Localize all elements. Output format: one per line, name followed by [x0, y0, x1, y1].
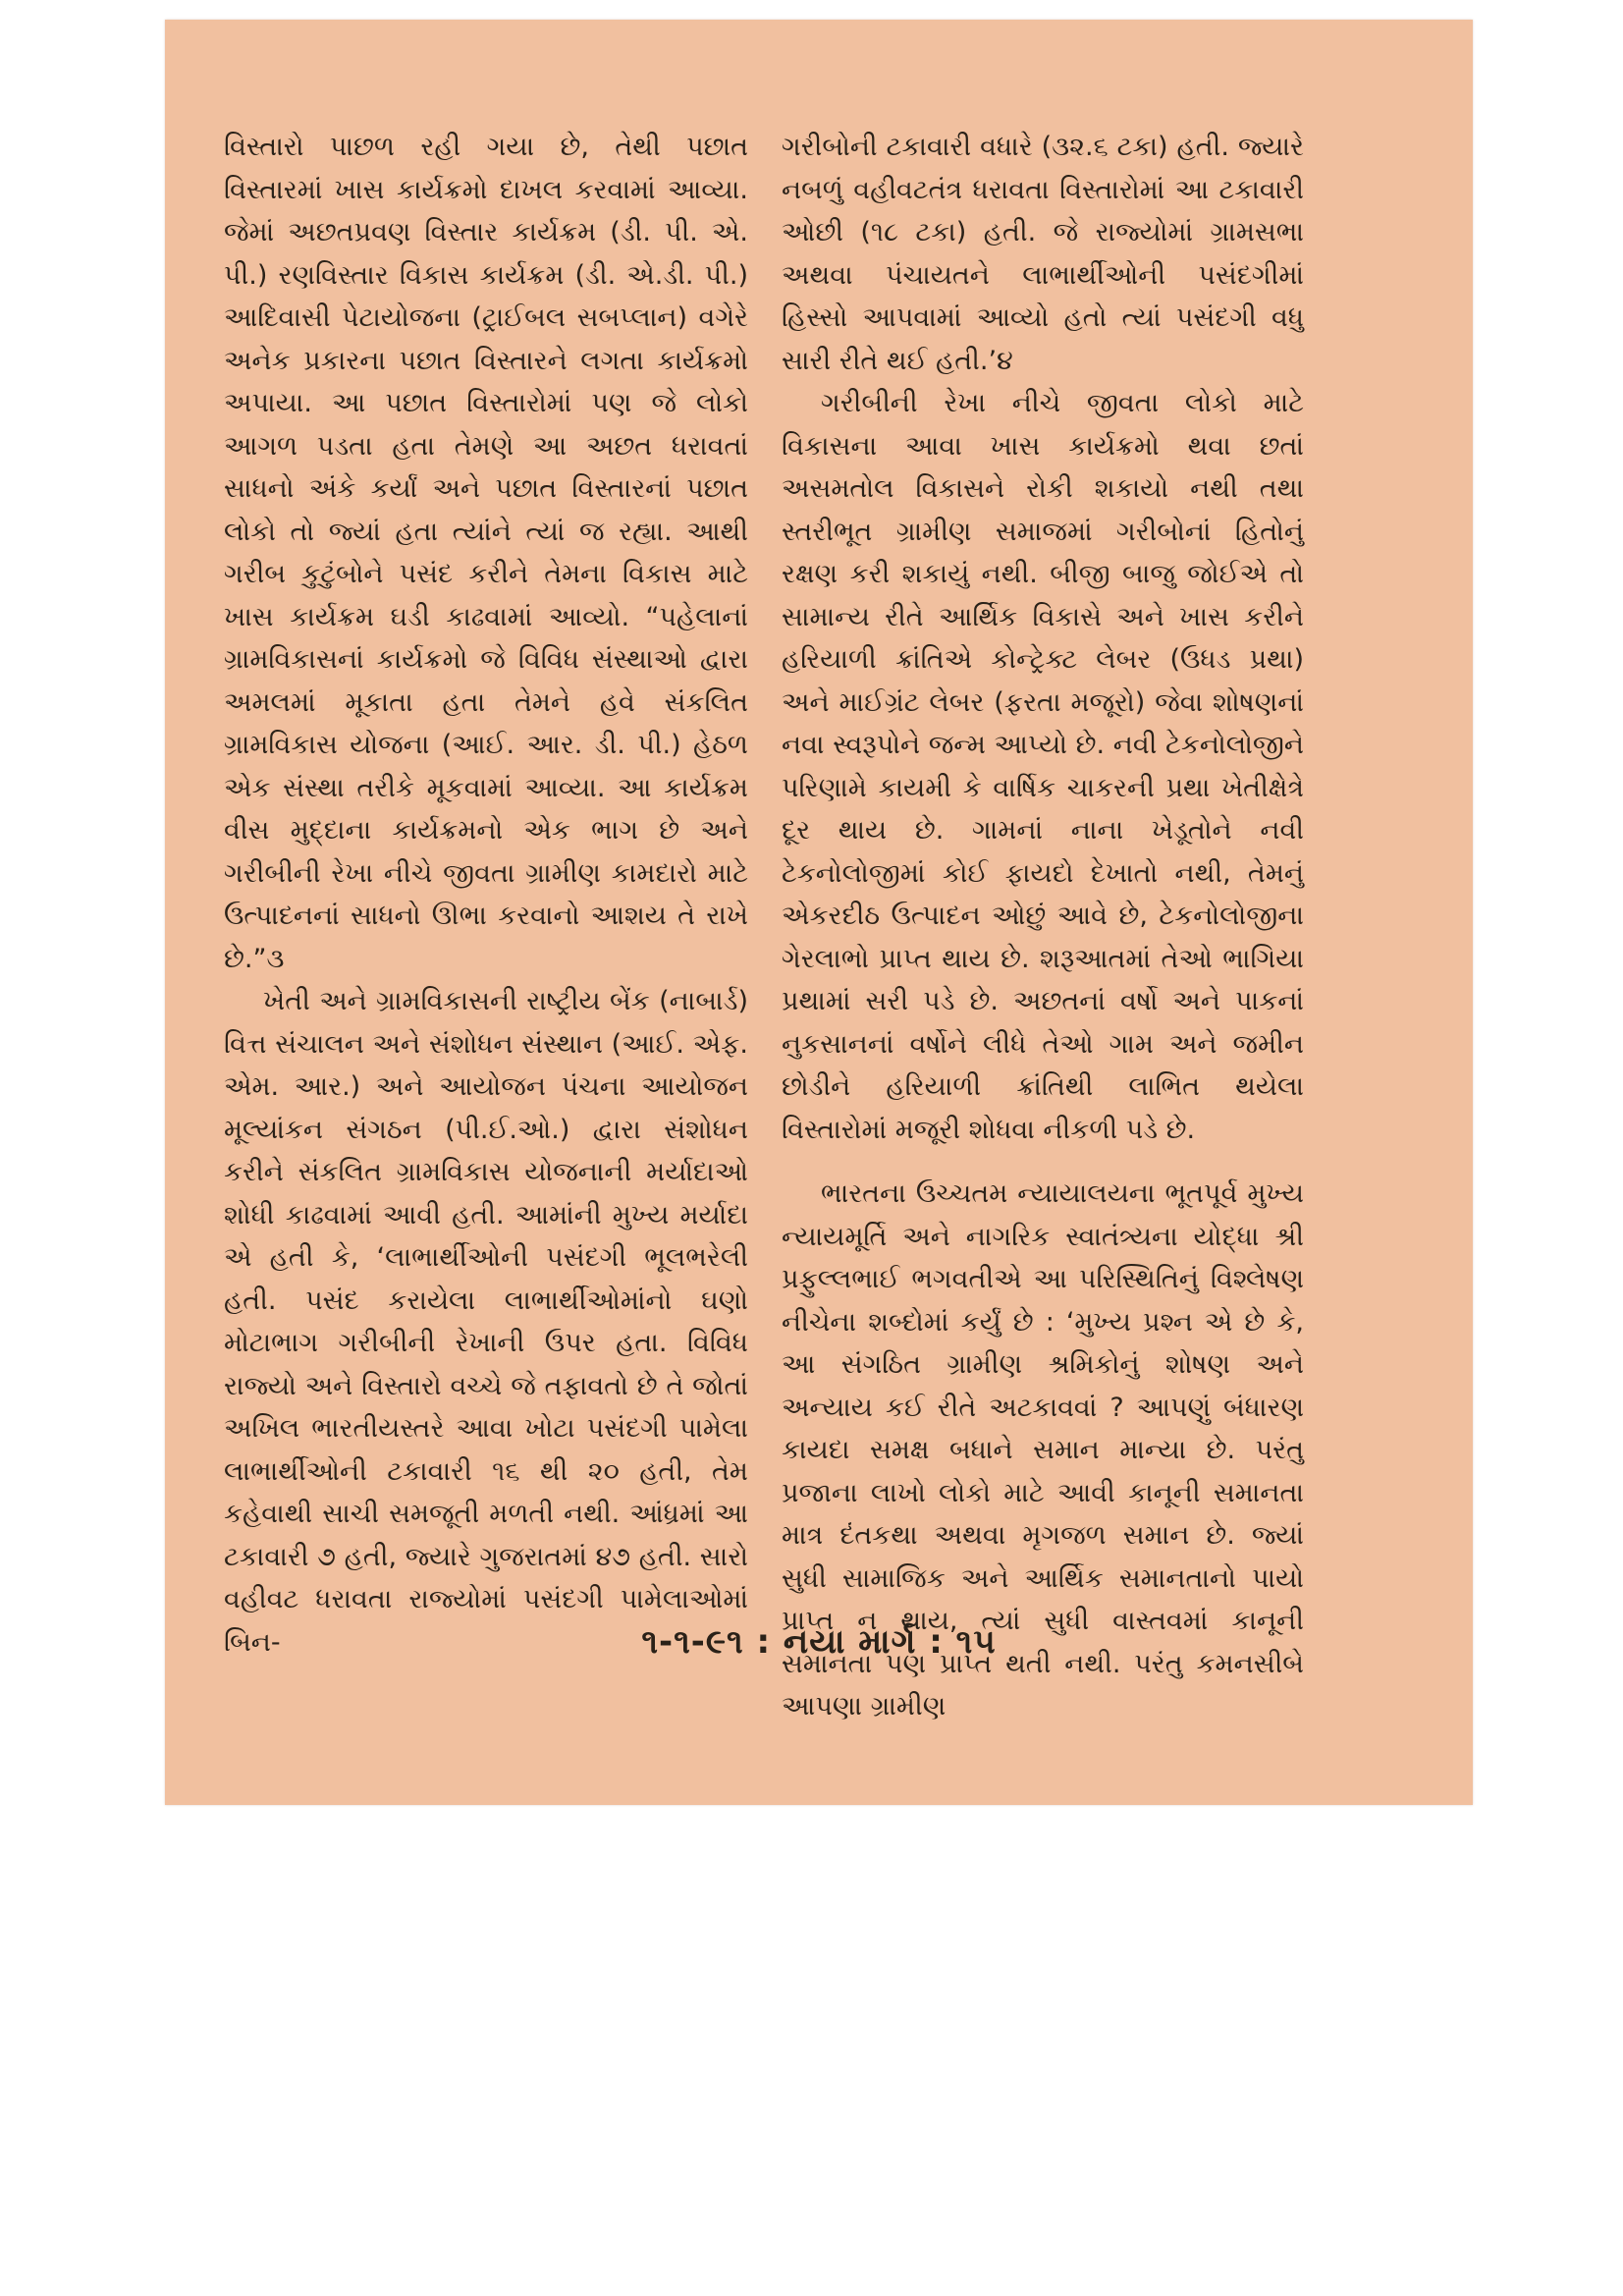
paragraph: ભારતના ઉચ્ચતમ ન્યાયાલયના ભૂતપૂર્વ મુખ્ય ન્યાયમૂર્તિ અને નાગરિક સ્વાતંત્ર્યના યોદ્ધા શ્રી પ્રફુલ્લભાઈ ભગવતીએ આ પરિસ્થિતિનું વિશ્લેષણ નીચેના શબ્દોમાં કર્યું છે : ‘મુખ્ય પ્રશ્ન એ છે કે, આ સંગઠિત ગ્રામીણ શ્રમિકોનું શોષણ અને અન્યાય કઈ રીતે અટકાવવાં ? આપણું બંધારણ કાયદા સમક્ષ બધાને સમાન માન્યા છે. પરંતુ પ્રજાના લાખો લોકો માટે આવી કાનૂની સમાનતા માત્ર દંતકથા અથવા મૃગજળ સમાન છે. જ્યાં સુધી સામાજિક અને આર્થિક સમાનતાનો પાયો પ્રાપ્ત ન થાય, ત્યાં સુધી વાસ્તવમાં કાનૂની સમાનતા પણ પ્રાપ્ત થતી નથી. પરંતુ કમનસીબે આપણા ગ્રામીણ: [782, 1178, 1304, 1722]
paragraph: ગરીબોની ટકાવારી વધારે (૩૨.૬ ટકા) હતી. જ્યારે નબળું વહીવટતંત્ર ધરાવતા વિસ્તારોમાં આ ટકાવારી ઓછી (૧૮ ટકા) હતી. જે રાજ્યોમાં ગ્રામસભા અથવા પંચાયતને લાભાર્થીઓની પસંદગીમાં હિસ્સો આપવામાં આવ્યો હતો ત્યાં પસંદગી વધુ સારી રીતે થઈ હતી.’૪: [782, 132, 1304, 376]
paragraph: વિસ્તારો પાછળ રહી ગયા છે, તેથી પછાત વિસ્તારમાં ખાસ કાર્યક્રમો દાખલ કરવામાં આવ્યા. જેમાં અછતપ્રવણ વિસ્તાર કાર્યક્રમ (ડી. પી. એ. પી.) રણવિસ્તાર વિકાસ કાર્યક્રમ (ડી. એ.ડી. પી.) આદિવાસી પેટાયોજના (ટ્રાઈબલ સબપ્લાન) વગેરે અનેક પ્રકારના પછાત વિસ્તારને લગતા કાર્યક્રમો અપાયા. આ પછાત વિસ્તારોમાં પણ જે લોકો આગળ પડતા હતા તેમણે આ અછત ધરાવતાં સાધનો અંકે કર્યાં અને પછાત વિસ્તારનાં પછાત લોકો તો જ્યાં હતા ત્યાંને ત્યાં જ રહ્યા. આથી ગરીબ કુટુંબોને પસંદ કરીને તેમના વિકાસ માટે ખાસ કાર્યક્રમ ઘડી કાઢવામાં આવ્યો. “પહેલાનાં ગ્રામવિકાસનાં કાર્યક્રમો જે વિવિધ સંસ્થાઓ દ્વારા અમલમાં મૂકાતા હતા તેમને હવે સંકલિત ગ્રામવિકાસ યોજના (આઈ. આર. ડી. પી.) હેઠળ એક સંસ્થા તરીકે મૂકવામાં આવ્યા. આ કાર્યક્રમ વીસ મુદ્દાના કાર્યક્રમનો એક ભાગ છે અને ગરીબીની રેખા નીચે જીવતા ગ્રામીણ કામદારો માટે ઉત્પાદનનાં સાધનો ઊભા કરવાનો આશય તે રાખે છે.”૩: [224, 132, 748, 974]
magazine-page: [165, 20, 1473, 1805]
left-column: [224, 126, 748, 1664]
right-column: [782, 126, 1304, 1728]
paragraph: ખેતી અને ગ્રામવિકાસની રાષ્ટ્રીય બેંક (નાબાર્ડ) વિત્ત સંચાલન અને સંશોધન સંસ્થાન (આઈ. એફ. એમ. આર.) અને આયોજન પંચના આયોજન મૂલ્યાંકન સંગઠન (પી.ઈ.ઓ.) દ્વારા સંશોધન કરીને સંકલિત ગ્રામવિકાસ યોજનાની મર્યાદાઓ શોધી કાઢવામાં આવી હતી. આમાંની મુખ્ય મર્યાદા એ હતી કે, ‘લાભાર્થીઓની પસંદગી ભૂલભરેલી હતી. પસંદ કરાયેલા લાભાર્થીઓમાંનો ઘણો મોટાભાગ ગરીબીની રેખાની ઉપર હતા. વિવિધ રાજ્યો અને વિસ્તારો વચ્ચે જે તફાવતો છે તે જોતાં અખિલ ભારતીયસ્તરે આવા ખોટા પસંદગી પામેલા લાભાર્થીઓની ટકાવારી ૧૬ થી ૨૦ હતી, તેમ કહેવાથી સાચી સમજૂતી મળતી નથી. આંધ્રમાં આ ટકાવારી ૭ હતી, જ્યારે ગુજરાતમાં ૪૭ હતી. સારો વહીવટ ધરાવતા રાજ્યોમાં પસંદગી પામેલાઓમાં બિન-: [224, 986, 748, 1658]
page-footer: ૧-૧-૯૧ : નયા માર્ગ : ૧૫: [641, 1622, 997, 1662]
paragraph: ગરીબીની રેખા નીચે જીવતા લોકો માટે વિકાસના આવા ખાસ કાર્યક્રમો થવા છતાં અસમતોલ વિકાસને રોકી શકાયો નથી તથા સ્તરીભૂત ગ્રામીણ સમાજમાં ગરીબોનાં હિતોનું રક્ષણ કરી શકાયું નથી. બીજી બાજુ જોઈએ તો સામાન્ય રીતે આર્થિક વિકાસે અને ખાસ કરીને હરિયાળી ક્રાંતિએ કોન્ટ્રેક્ટ લેબર (ઉધડ પ્રથા) અને માઈગ્રંટ લેબર (ફરતા મજૂરો) જેવા શોષણનાં નવા સ્વરૂપોને જન્મ આપ્યો છે. નવી ટેકનોલોજીને પરિણામે કાયમી કે વાર્ષિક ચાકરની પ્રથા ખેતીક્ષેત્રે દૂર થાય છે. ગામનાં નાના ખેડૂતોને નવી ટેકનોલોજીમાં કોઈ ફાયદો દેખાતો નથી, તેમનું એકરદીઠ ઉત્પાદન ઓછું આવે છે, ટેકનોલોજીના ગેરલાભો પ્રાપ્ત થાય છે. શરૂઆતમાં તેઓ ભાગિયા પ્રથામાં સરી પડે છે. અછતનાં વર્ષો અને પાકનાં નુકસાનનાં વર્ષોને લીધે તેઓ ગામ અને જમીન છોડીને હરિયાળી ક્રાંતિથી લાભિત થયેલા વિસ્તારોમાં મજૂરી શોધવા નીકળી પડે છે.: [782, 388, 1304, 1145]
